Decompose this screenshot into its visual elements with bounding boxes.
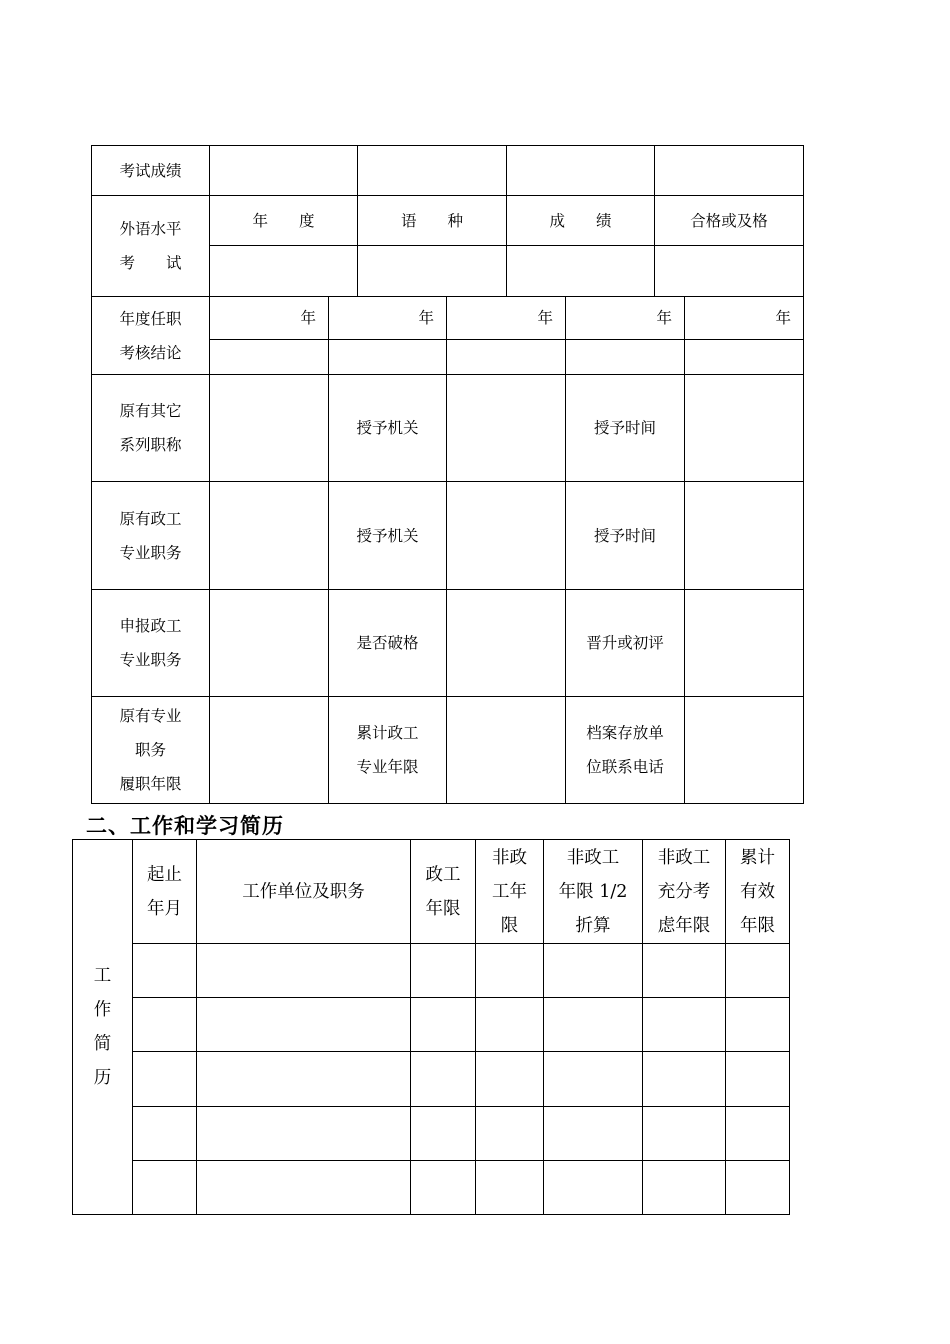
archive-contact-label: 档案存放单 位联系电话 — [586, 724, 664, 776]
header-year: 年 度 — [252, 211, 315, 230]
granting-authority-label: 授予机关 — [356, 419, 419, 437]
table-rule — [72, 1214, 790, 1215]
other-title-label: 原有其它 系列职称 — [119, 402, 182, 454]
table-rule — [132, 1051, 790, 1052]
table-rule — [132, 1106, 790, 1107]
header-pass: 合格或及格 — [690, 211, 768, 230]
year-unit: 年 — [537, 309, 553, 327]
granting-authority-label: 授予机关 — [356, 526, 419, 545]
col-header-nonpolitical-years: 非政 工年 限 — [492, 847, 527, 936]
work-history-side-label: 工 作 简 历 — [93, 966, 112, 1088]
table-rule — [209, 339, 804, 340]
table-rule — [684, 296, 685, 804]
col-header-period: 起止 年月 — [147, 864, 182, 919]
exam-score-label: 考试成绩 — [119, 161, 182, 180]
promotion-label: 晋升或初评 — [586, 634, 664, 652]
header-score: 成 绩 — [549, 211, 612, 230]
year-unit: 年 — [300, 309, 316, 327]
exceptional-label: 是否破格 — [356, 634, 419, 652]
table-rule — [789, 839, 790, 1215]
header-language: 语 种 — [400, 211, 463, 230]
grant-time-label: 授予时间 — [593, 526, 656, 545]
political-post-label: 原有政工 专业职务 — [119, 509, 182, 562]
col-header-half-conversion: 非政工 年限 1/2 折算 — [558, 847, 628, 936]
section-title: 二、工作和学习简历 — [86, 814, 284, 838]
grant-time-label: 授予时间 — [593, 419, 656, 437]
year-unit: 年 — [656, 309, 672, 327]
table-rule — [803, 145, 804, 804]
col-header-political-years: 政工 年限 — [425, 864, 461, 919]
col-header-fully-considered: 非政工 充分考 虑年限 — [657, 847, 711, 936]
table-rule — [91, 803, 804, 804]
col-header-cumulative: 累计 有效 年限 — [740, 847, 775, 936]
applied-post-label: 申报政工 专业职务 — [119, 617, 182, 669]
annual-assessment-label: 年度任职 考核结论 — [119, 309, 182, 362]
col-header-employer: 工作单位及职务 — [242, 881, 365, 902]
year-unit: 年 — [418, 309, 434, 327]
foreign-language-label: 外语水平 考 试 — [119, 220, 182, 272]
tenure-years-label: 原有专业 职务 履职年限 — [119, 707, 182, 793]
table-rule — [132, 997, 790, 998]
cumulative-years-label: 累计政工 专业年限 — [356, 724, 419, 776]
year-unit: 年 — [775, 309, 791, 327]
table-rule — [132, 943, 790, 944]
table-rule — [132, 1160, 790, 1161]
table-rule — [446, 296, 447, 804]
